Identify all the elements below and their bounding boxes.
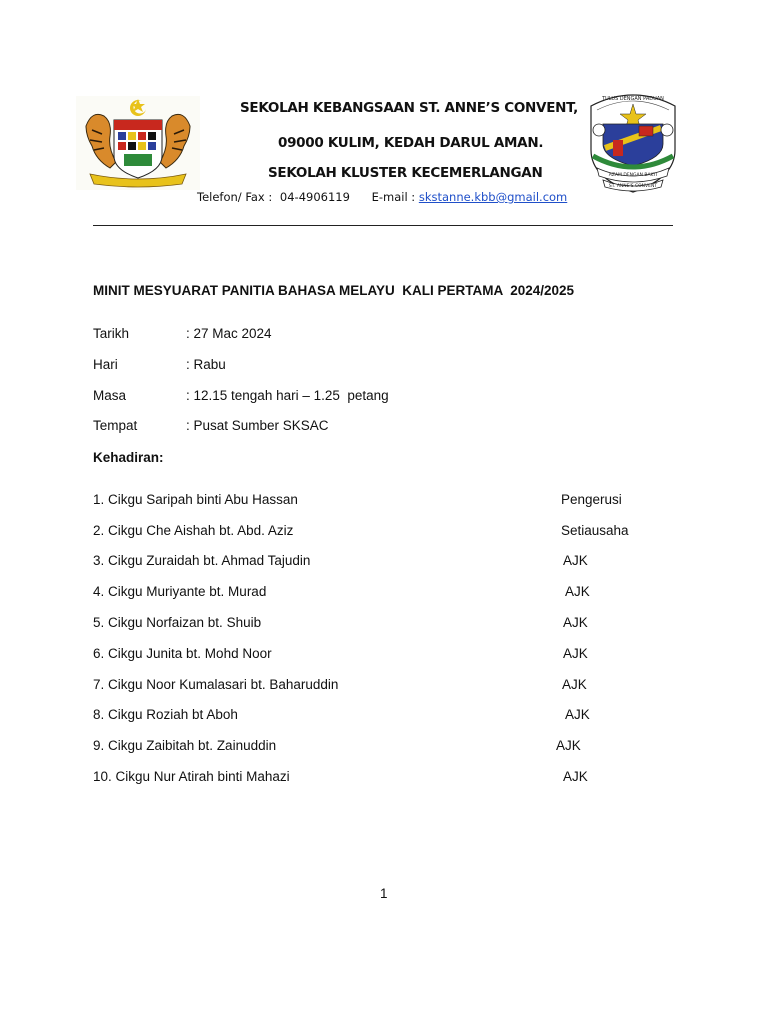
- phone-label: Telefon/ Fax :: [197, 190, 273, 204]
- attendee-role: AJK: [563, 615, 588, 630]
- attendee-name: 5. Cikgu Norfaizan bt. Shuib: [93, 615, 262, 630]
- detail-value-time: : 12.15 tengah hari – 1.25 petang: [186, 388, 389, 403]
- detail-value-date: : 27 Mac 2024: [186, 326, 272, 341]
- attendance-heading: Kehadiran:: [93, 450, 164, 465]
- attendee-name: 1. Cikgu Saripah binti Abu Hassan: [93, 492, 298, 507]
- attendee-name: 10. Cikgu Nur Atirah binti Mahazi: [93, 769, 290, 784]
- contact-line: [197, 190, 567, 204]
- attendee-role: Setiausaha: [561, 523, 629, 538]
- attendee-role: AJK: [563, 769, 588, 784]
- email-link[interactable]: skstanne.kbb@gmail.com: [418, 190, 568, 204]
- detail-label-place: Tempat: [93, 418, 138, 433]
- crest-motto-bottom: AZAM DENGAN BAKTI: [608, 173, 658, 178]
- school-cluster: SEKOLAH KLUSTER KECEMERLANGAN: [268, 165, 543, 181]
- attendee-name: 4. Cikgu Muriyante bt. Murad: [93, 584, 267, 599]
- attendee-name: 7. Cikgu Noor Kumalasari bt. Baharuddin: [93, 677, 339, 692]
- attendee-role: AJK: [563, 553, 588, 568]
- school-name: SEKOLAH KEBANGSAAN ST. ANNE’S CONVENT,: [240, 100, 578, 116]
- attendee-role: AJK: [565, 707, 590, 722]
- detail-label-day: Hari: [93, 357, 118, 372]
- coat-of-arms-logo: [76, 96, 200, 190]
- email-label: E-mail :: [371, 190, 416, 204]
- detail-value-place: : Pusat Sumber SKSAC: [186, 418, 329, 433]
- detail-label-time: Masa: [93, 388, 127, 403]
- attendee-name: 6. Cikgu Junita bt. Mohd Noor: [93, 646, 272, 661]
- attendee-name: 8. Cikgu Roziah bt Aboh: [93, 707, 238, 722]
- page-number: 1: [380, 886, 388, 901]
- header-divider: [93, 225, 673, 226]
- school-crest-logo: [583, 90, 683, 194]
- document-title: MINIT MESYUARAT PANITIA BAHASA MELAYU KALI PERTAMA 2024/2025: [93, 283, 575, 298]
- attendee-role: Pengerusi: [561, 492, 622, 507]
- detail-label-date: Tarikh: [93, 326, 130, 341]
- attendee-role: AJK: [565, 584, 590, 599]
- school-address: 09000 KULIM, KEDAH DARUL AMAN.: [278, 135, 544, 151]
- attendee-name: 9. Cikgu Zaibitah bt. Zainuddin: [93, 738, 277, 753]
- attendee-role: AJK: [562, 677, 587, 692]
- attendee-role: AJK: [563, 646, 588, 661]
- attendee-name: 2. Cikgu Che Aishah bt. Abd. Aziz: [93, 523, 294, 538]
- detail-value-day: : Rabu: [186, 357, 226, 372]
- phone-number: 04-4906119: [279, 190, 350, 204]
- crest-name: ST. ANNE'S CONVENT: [608, 184, 658, 189]
- attendee-name: 3. Cikgu Zuraidah bt. Ahmad Tajudin: [93, 553, 311, 568]
- crest-motto-top: TULUS DENGAN PADUAN: [602, 96, 664, 102]
- attendee-role: AJK: [556, 738, 581, 753]
